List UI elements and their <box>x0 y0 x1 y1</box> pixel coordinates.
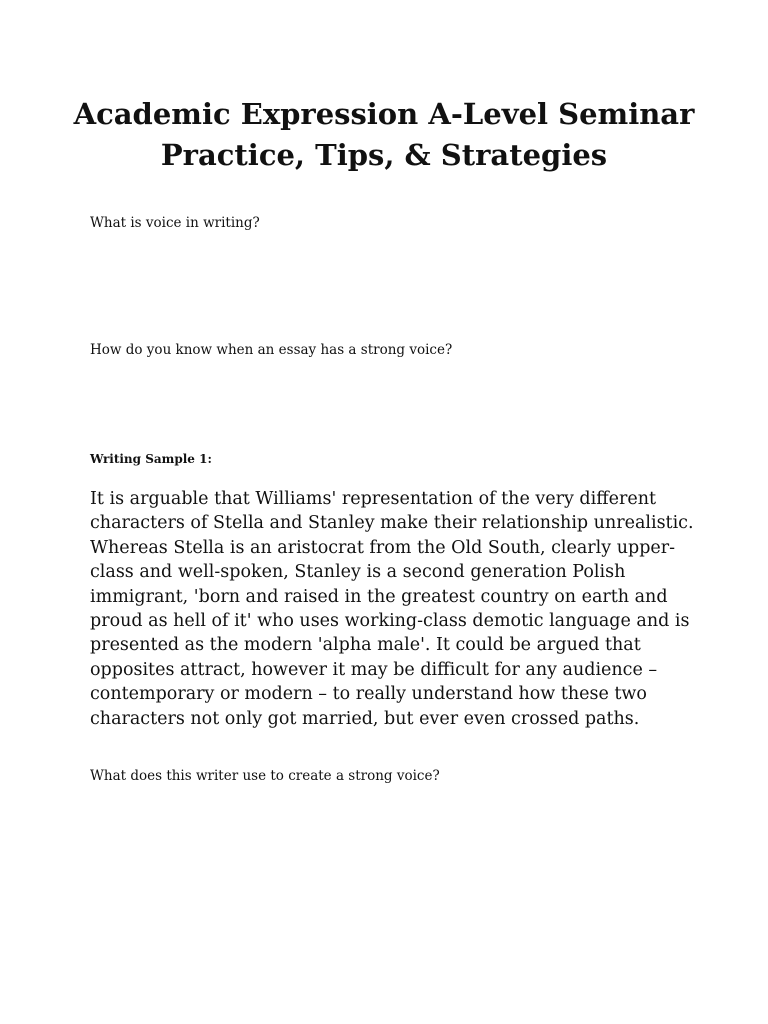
writing-sample-paragraph <box>90 487 694 731</box>
question-strong-voice: How do you know when an essay has a strong voice? <box>90 342 453 358</box>
sample-line: contemporary or modern – to really understand how these two <box>90 684 647 705</box>
sample-line: opposites attract, however it may be difficult for any audience – <box>90 659 658 680</box>
sample-line: characters not only got married, but ever even crossed paths. <box>90 708 640 729</box>
sample-line: Whereas Stella is an aristocrat from the Old South, clearly upper- <box>90 537 676 558</box>
sample-line: class and well-spoken, Stanley is a second generation Polish <box>90 562 626 583</box>
document-title <box>60 94 708 176</box>
writing-sample-label: Writing Sample 1: <box>90 452 212 466</box>
sample-line: characters of Stella and Stanley make their relationship unrealistic. <box>90 513 694 534</box>
title-line-2: Practice, Tips, & Strategies <box>160 138 608 172</box>
question-voice-in-writing: What is voice in writing? <box>90 215 260 231</box>
sample-line: immigrant, 'born and raised in the greatest country on earth and <box>90 586 668 607</box>
title-line-1: Academic Expression A-Level Seminar <box>73 97 695 131</box>
sample-line: proud as hell of it' who uses working-class demotic language and is <box>90 611 690 632</box>
sample-line: presented as the modern 'alpha male'. It could be argued that <box>90 635 641 656</box>
question-writer-techniques: What does this writer use to create a strong voice? <box>90 768 440 784</box>
sample-line: It is arguable that Williams' representation of the very different <box>90 489 657 509</box>
